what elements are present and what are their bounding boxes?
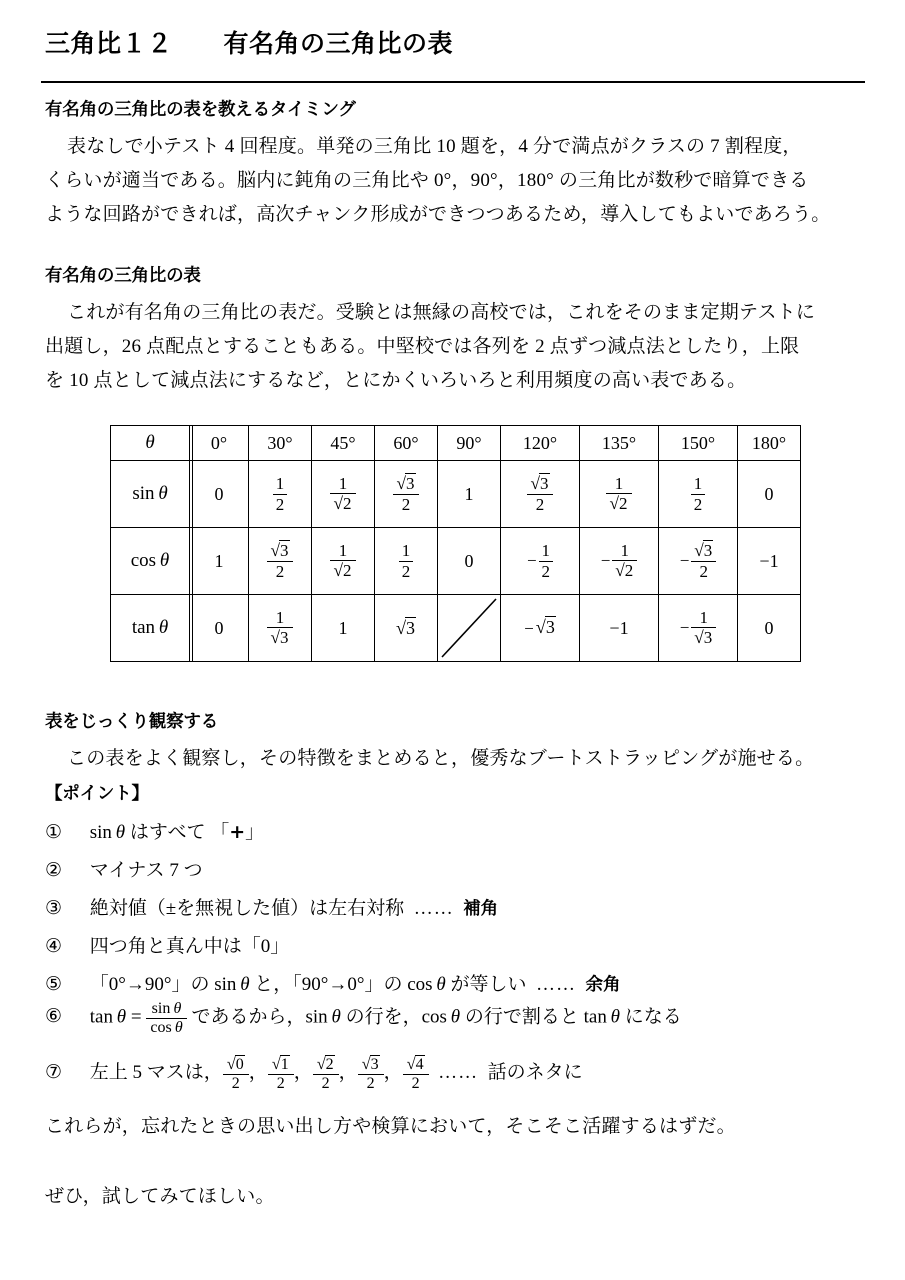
point-number: ⑥ bbox=[45, 1006, 63, 1028]
separator: ， bbox=[293, 1061, 313, 1083]
sqrt-fraction: $\frac{√4}{2}$ bbox=[403, 1055, 429, 1092]
table-row-sin bbox=[111, 461, 801, 528]
table-col-header: 0° bbox=[190, 426, 249, 461]
table-cell-cos-180: −1 bbox=[738, 528, 801, 595]
point-number: ② bbox=[45, 860, 63, 881]
heading-observe: 表をじっくり観察する bbox=[45, 712, 218, 732]
table-cell-tan-90-undefined bbox=[438, 595, 501, 662]
table-cell-sin-0: 0 bbox=[190, 461, 249, 528]
paragraph-line: この表をよく観察し，その特徴をまとめると，優秀なブートストラッピングが施せる。 bbox=[67, 748, 815, 769]
point-text: 絶対値（±を無視した値）は左右対称 …… 補角 bbox=[89, 898, 499, 919]
sqrt-fraction: $\frac{√2}{2}$ bbox=[313, 1055, 339, 1092]
point-number: ① bbox=[45, 822, 63, 843]
table-header-row bbox=[111, 426, 801, 461]
point-number: ④ bbox=[45, 936, 63, 957]
table-col-header: 150° bbox=[659, 426, 738, 461]
table-cell-tan-180: 0 bbox=[738, 595, 801, 662]
table-cell-cos-150: − $\frac{√3}{2}$ bbox=[659, 528, 738, 595]
table-col-header: 45° bbox=[312, 426, 375, 461]
paragraph-line: ような回路ができれば，高次チャンク形成ができつつあるため，導入してもよいであろう。 bbox=[45, 204, 831, 225]
table-cell-sin-150: $\frac{1}{2}$ bbox=[659, 461, 738, 528]
paragraph-line: 出題し，26 点配点とすることもある。中堅校では各列を 2 点ずつ減点法としたり，上限 bbox=[45, 336, 800, 357]
table-cell-sin-60: $\frac{√3}{2}$ bbox=[375, 461, 438, 528]
point-item-5 bbox=[45, 969, 867, 996]
point-text: 左上 5 マスは， $\frac{√0}{2}$ ， $\frac{√1}{2}$ ， $\frac{√2}{2}$ ， $\frac{√3}{2}$ ， $\frac{√4}{2}$ …… 話のネタに bbox=[89, 1054, 583, 1092]
trig-table bbox=[110, 425, 801, 662]
point-item-1 bbox=[45, 817, 867, 844]
sqrt-fraction: $\frac{√3}{2}$ bbox=[358, 1055, 384, 1092]
table-cell-sin-180: 0 bbox=[738, 461, 801, 528]
paragraph-line: これらが，忘れたときの思い出し方や検算において，そこそこ活躍するはずだ。 bbox=[45, 1116, 736, 1137]
table-cell-tan-60: √3 bbox=[375, 595, 438, 662]
table-col-header: 120° bbox=[501, 426, 580, 461]
point-text: 四つ角と真ん中は「0」 bbox=[89, 936, 290, 957]
point-item-6 bbox=[45, 1000, 867, 1036]
point-tag: 補角 bbox=[463, 899, 499, 919]
table-col-header: 135° bbox=[580, 426, 659, 461]
table-corner-theta: θ bbox=[111, 426, 190, 461]
heading-timing: 有名角の三角比の表を教えるタイミング bbox=[45, 100, 356, 120]
table-cell-cos-0: 1 bbox=[190, 528, 249, 595]
point-text: マイナス 7 つ bbox=[89, 860, 203, 881]
table-cell-cos-120: − $\frac{1}{2}$ bbox=[501, 528, 580, 595]
point-number: ⑤ bbox=[45, 974, 63, 995]
separator: ， bbox=[248, 1061, 268, 1083]
table-cell-cos-45: $\frac{1}{√2}$ bbox=[312, 528, 375, 595]
point-item-2 bbox=[45, 855, 867, 882]
point-text: 「0°→90°」の sin θ と，「90°→0°」の cos θ が等しい …… 余角 bbox=[89, 974, 621, 995]
table-row-label-tan: tan θ bbox=[111, 595, 190, 662]
table-cell-sin-45: $\frac{1}{√2}$ bbox=[312, 461, 375, 528]
paragraph-closing-1 bbox=[45, 1110, 867, 1144]
paragraph-line: ぜひ，試してみてほしい。 bbox=[45, 1186, 275, 1207]
heading-table-intro: 有名角の三角比の表 bbox=[45, 266, 201, 286]
table-cell-tan-0: 0 bbox=[190, 595, 249, 662]
point-item-3 bbox=[45, 893, 867, 920]
paragraph-closing-2 bbox=[45, 1180, 867, 1214]
title-divider bbox=[41, 81, 865, 83]
table-cell-sin-135: $\frac{1}{√2}$ bbox=[580, 461, 659, 528]
point-number: ③ bbox=[45, 898, 63, 919]
point-text: sin θ はすべて 「+」 bbox=[89, 821, 265, 843]
paragraph-line: 表なしで小テスト 4 回程度。単発の三角比 10 題を，4 分で満点がクラスの 7 割程度， bbox=[67, 136, 802, 157]
table-cell-sin-30: $\frac{1}{2}$ bbox=[249, 461, 312, 528]
tan-identity-fraction: $\frac{\text{sin θ}}{\text{cos θ}}$ bbox=[146, 1000, 186, 1036]
paragraph-observe bbox=[45, 742, 867, 776]
point-item-4 bbox=[45, 931, 867, 958]
table-cell-tan-135: −1 bbox=[580, 595, 659, 662]
trig-table-container bbox=[110, 425, 801, 662]
point-item-7 bbox=[45, 1055, 867, 1092]
paragraph-table-intro bbox=[45, 296, 867, 398]
table-row-tan bbox=[111, 595, 801, 662]
table-cell-sin-90: 1 bbox=[438, 461, 501, 528]
sqrt-fraction: $\frac{√0}{2}$ bbox=[223, 1055, 249, 1092]
point-number: ⑦ bbox=[45, 1061, 63, 1083]
table-row-cos bbox=[111, 528, 801, 595]
point-tag: 余角 bbox=[585, 975, 621, 995]
diagonal-slash-icon bbox=[438, 595, 500, 661]
point-tag: 話のネタに bbox=[487, 1061, 583, 1083]
table-col-header: 180° bbox=[738, 426, 801, 461]
page-title: 三角比１２ 有名角の三角比の表 bbox=[45, 29, 454, 58]
table-cell-tan-150: − $\frac{1}{√3}$ bbox=[659, 595, 738, 662]
sqrt-fraction: $\frac{√1}{2}$ bbox=[268, 1055, 294, 1092]
paragraph-line: これが有名角の三角比の表だ。受験とは無縁の高校では，これをそのまま定期テストに bbox=[67, 302, 816, 323]
sqrt-series bbox=[223, 1054, 429, 1092]
table-col-header: 60° bbox=[375, 426, 438, 461]
table-cell-tan-45: 1 bbox=[312, 595, 375, 662]
paragraph-line: を 10 点として減点法にするなど，とにかくいろいろと利用頻度の高い表である。 bbox=[45, 370, 747, 391]
table-cell-sin-120: $\frac{√3}{2}$ bbox=[501, 461, 580, 528]
table-cell-cos-30: $\frac{√3}{2}$ bbox=[249, 528, 312, 595]
separator: ， bbox=[338, 1061, 358, 1083]
table-col-header: 30° bbox=[249, 426, 312, 461]
separator: ， bbox=[383, 1061, 403, 1083]
table-cell-tan-30: $\frac{1}{√3}$ bbox=[249, 595, 312, 662]
point-text: tan θ = $\frac{\text{sin θ}}{\text{cos θ}}$ であるから，sin θ の行を，cos θ の行で割ると tan θ になる bbox=[89, 1000, 682, 1036]
table-row-label-sin: sin θ bbox=[111, 461, 190, 528]
table-cell-cos-90: 0 bbox=[438, 528, 501, 595]
points-label: 【ポイント】 bbox=[45, 784, 149, 804]
table-row-label-cos: cos θ bbox=[111, 528, 190, 595]
table-col-header: 90° bbox=[438, 426, 501, 461]
paragraph-timing bbox=[45, 130, 867, 232]
table-cell-cos-135: − $\frac{1}{√2}$ bbox=[580, 528, 659, 595]
table-cell-tan-120: − √3 bbox=[501, 595, 580, 662]
table-cell-cos-60: $\frac{1}{2}$ bbox=[375, 528, 438, 595]
paragraph-line: くらいが適当である。脳内に鈍角の三角比や 0°，90°，180° の三角比が数秒で暗算できる bbox=[45, 170, 809, 191]
